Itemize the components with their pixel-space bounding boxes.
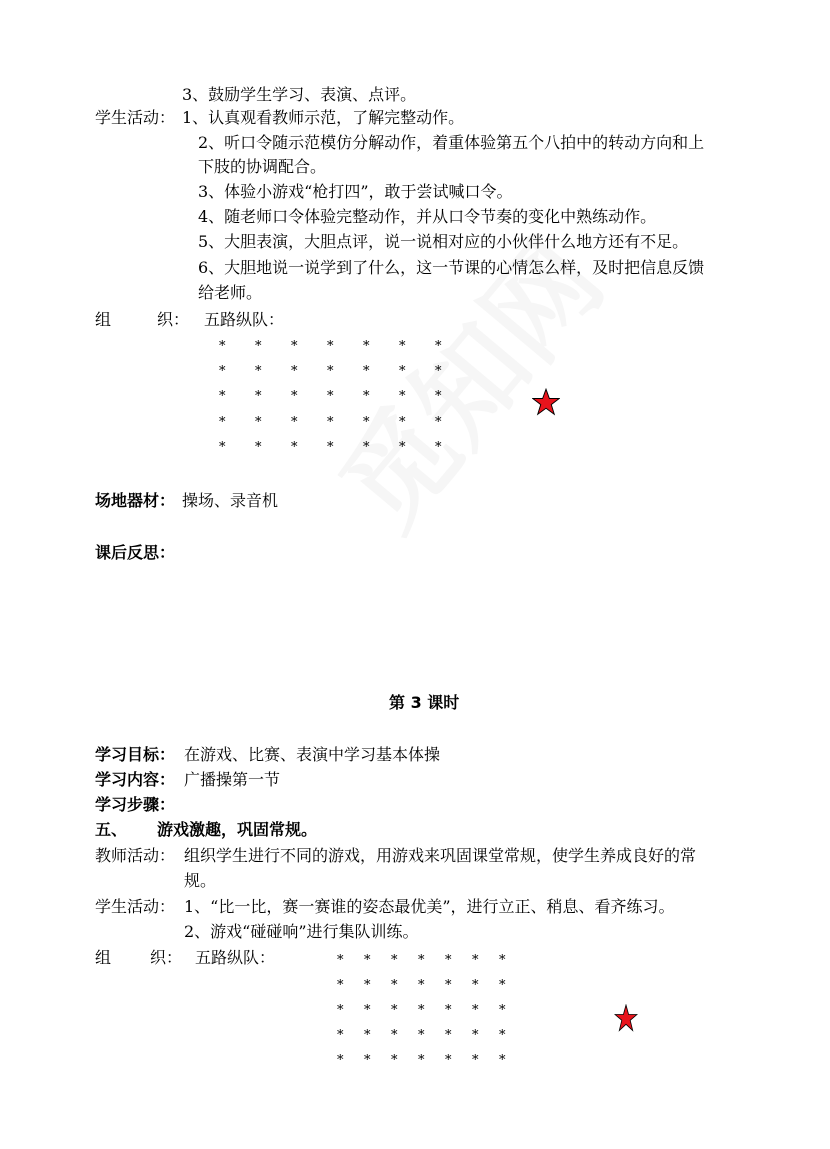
student-marker: *	[364, 978, 371, 993]
student-marker: *	[255, 339, 262, 354]
teacher-activity: 组织学生进行不同的游戏，用游戏来巩固课堂常规，使学生养成良好的常	[184, 846, 697, 865]
student-marker: *	[391, 1028, 398, 1043]
student-marker: *	[499, 1053, 506, 1068]
student-marker: *	[499, 978, 506, 993]
student-marker: *	[219, 339, 226, 354]
goal-value: 在游戏、比赛、表演中学习基本体操	[184, 745, 441, 764]
teacher-star-icon	[532, 388, 560, 416]
student-marker: *	[399, 414, 406, 430]
teacher-activity-label: 教师活动：	[95, 846, 176, 865]
student-marker: *	[363, 389, 370, 405]
student-marker: *	[364, 1053, 371, 1068]
student-marker: *	[337, 1028, 344, 1043]
student-marker: *	[291, 389, 298, 405]
student-marker: *	[327, 389, 334, 405]
content-label: 学习内容：	[95, 770, 176, 789]
student-marker: *	[418, 1053, 425, 1068]
student-marker: *	[391, 953, 398, 968]
student-marker: *	[363, 364, 370, 380]
student-marker: *	[327, 339, 334, 354]
student-marker: *	[435, 414, 442, 430]
student-marker: *	[291, 439, 298, 455]
student-marker: *	[363, 339, 370, 354]
student-marker: *	[391, 978, 398, 993]
reflection-label: 课后反思：	[95, 543, 176, 562]
student-marker: *	[435, 389, 442, 405]
student-marker: *	[445, 1003, 452, 1018]
student-marker: *	[291, 414, 298, 430]
organization-label-b-2: 织：	[150, 948, 183, 967]
student-marker: *	[391, 1003, 398, 1018]
organization-value-2: 五路纵队：	[195, 948, 276, 967]
student-marker: *	[337, 1053, 344, 1068]
student-marker: *	[327, 414, 334, 430]
student-marker: *	[499, 953, 506, 968]
student-marker: *	[418, 1003, 425, 1018]
equipment-label: 场地器材：	[95, 491, 176, 510]
student-marker: *	[418, 1028, 425, 1043]
student-marker: *	[418, 953, 425, 968]
student-marker: *	[499, 1003, 506, 1018]
student-step-4: 4、随老师口令体验完整动作，并从口令节奏的变化中熟练动作。	[198, 207, 657, 226]
organization-value: 五路纵队：	[204, 310, 285, 329]
student-marker: *	[337, 1003, 344, 1018]
student-marker: *	[219, 389, 226, 405]
teacher-step-3: 3、鼓励学生学习、表演、点评。	[182, 85, 417, 104]
goal-label: 学习目标：	[95, 745, 176, 764]
student-marker: *	[255, 364, 262, 380]
student-marker: *	[363, 414, 370, 430]
student-marker: *	[255, 439, 262, 455]
student-step-6: 6、大胆地说一说学到了什么，这一节课的心情怎么样，及时把信息反馈	[198, 258, 705, 277]
student-marker: *	[219, 439, 226, 455]
student-marker: *	[445, 1053, 452, 1068]
student-marker: *	[399, 439, 406, 455]
student-activity-1: 1、“比一比，赛一赛谁的姿态最优美”，进行立正、稍息、看齐练习。	[184, 897, 675, 916]
student-marker: *	[391, 1053, 398, 1068]
step-title: 游戏激趣，巩固常规。	[157, 820, 318, 839]
student-marker: *	[418, 978, 425, 993]
student-marker: *	[399, 339, 406, 354]
student-marker: *	[472, 1028, 479, 1043]
student-step-3: 3、体验小游戏“枪打四”，敢于尝试喊口令。	[198, 182, 513, 201]
student-step-6-cont: 给老师。	[198, 283, 263, 302]
student-step-5: 5、大胆表演，大胆点评，说一说相对应的小伙伴什么地方还有不足。	[198, 232, 689, 251]
student-marker: *	[364, 1003, 371, 1018]
student-marker: *	[291, 364, 298, 380]
content-value: 广播操第一节	[184, 770, 281, 789]
student-activity-2: 2、游戏“碰碰响”进行集队训练。	[184, 922, 419, 941]
equipment-value: 操场、录音机	[182, 491, 279, 510]
teacher-star-icon	[614, 1004, 638, 1032]
student-marker: *	[399, 364, 406, 380]
student-step-1: 1、认真观看教师示范，了解完整动作。	[182, 108, 465, 127]
organization-label-a-2: 组	[95, 948, 112, 967]
teacher-activity-cont: 规。	[184, 871, 217, 890]
student-step-2-cont: 下肢的协调配合。	[198, 157, 327, 176]
student-marker: *	[435, 339, 442, 354]
organization-label-b: 织：	[157, 310, 190, 329]
student-marker: *	[472, 978, 479, 993]
student-marker: *	[435, 364, 442, 380]
student-marker: *	[364, 1028, 371, 1043]
student-marker: *	[291, 339, 298, 354]
student-activity-label: 学生活动：	[95, 108, 176, 127]
student-marker: *	[327, 364, 334, 380]
student-marker: *	[364, 953, 371, 968]
student-marker: *	[472, 1053, 479, 1068]
student-marker: *	[399, 389, 406, 405]
student-marker: *	[219, 414, 226, 430]
step-number: 五、	[95, 820, 128, 839]
student-marker: *	[255, 414, 262, 430]
student-marker: *	[327, 439, 334, 455]
student-step-2: 2、听口令随示范模仿分解动作，着重体验第五个八拍中的转动方向和上	[198, 133, 705, 152]
student-marker: *	[445, 953, 452, 968]
student-marker: *	[363, 439, 370, 455]
organization-label-a: 组	[95, 310, 112, 329]
student-marker: *	[499, 1028, 506, 1043]
student-marker: *	[435, 439, 442, 455]
student-marker: *	[445, 1028, 452, 1043]
student-marker: *	[445, 978, 452, 993]
student-marker: *	[219, 364, 226, 380]
student-marker: *	[255, 389, 262, 405]
student-marker: *	[337, 953, 344, 968]
student-marker: *	[337, 978, 344, 993]
watermark	[298, 202, 631, 556]
steps-label: 学习步骤：	[95, 795, 176, 814]
student-marker: *	[472, 1003, 479, 1018]
student-marker: *	[472, 953, 479, 968]
student-activity-label-2: 学生活动：	[95, 897, 176, 916]
lesson-title: 第 3 课时	[389, 693, 460, 712]
